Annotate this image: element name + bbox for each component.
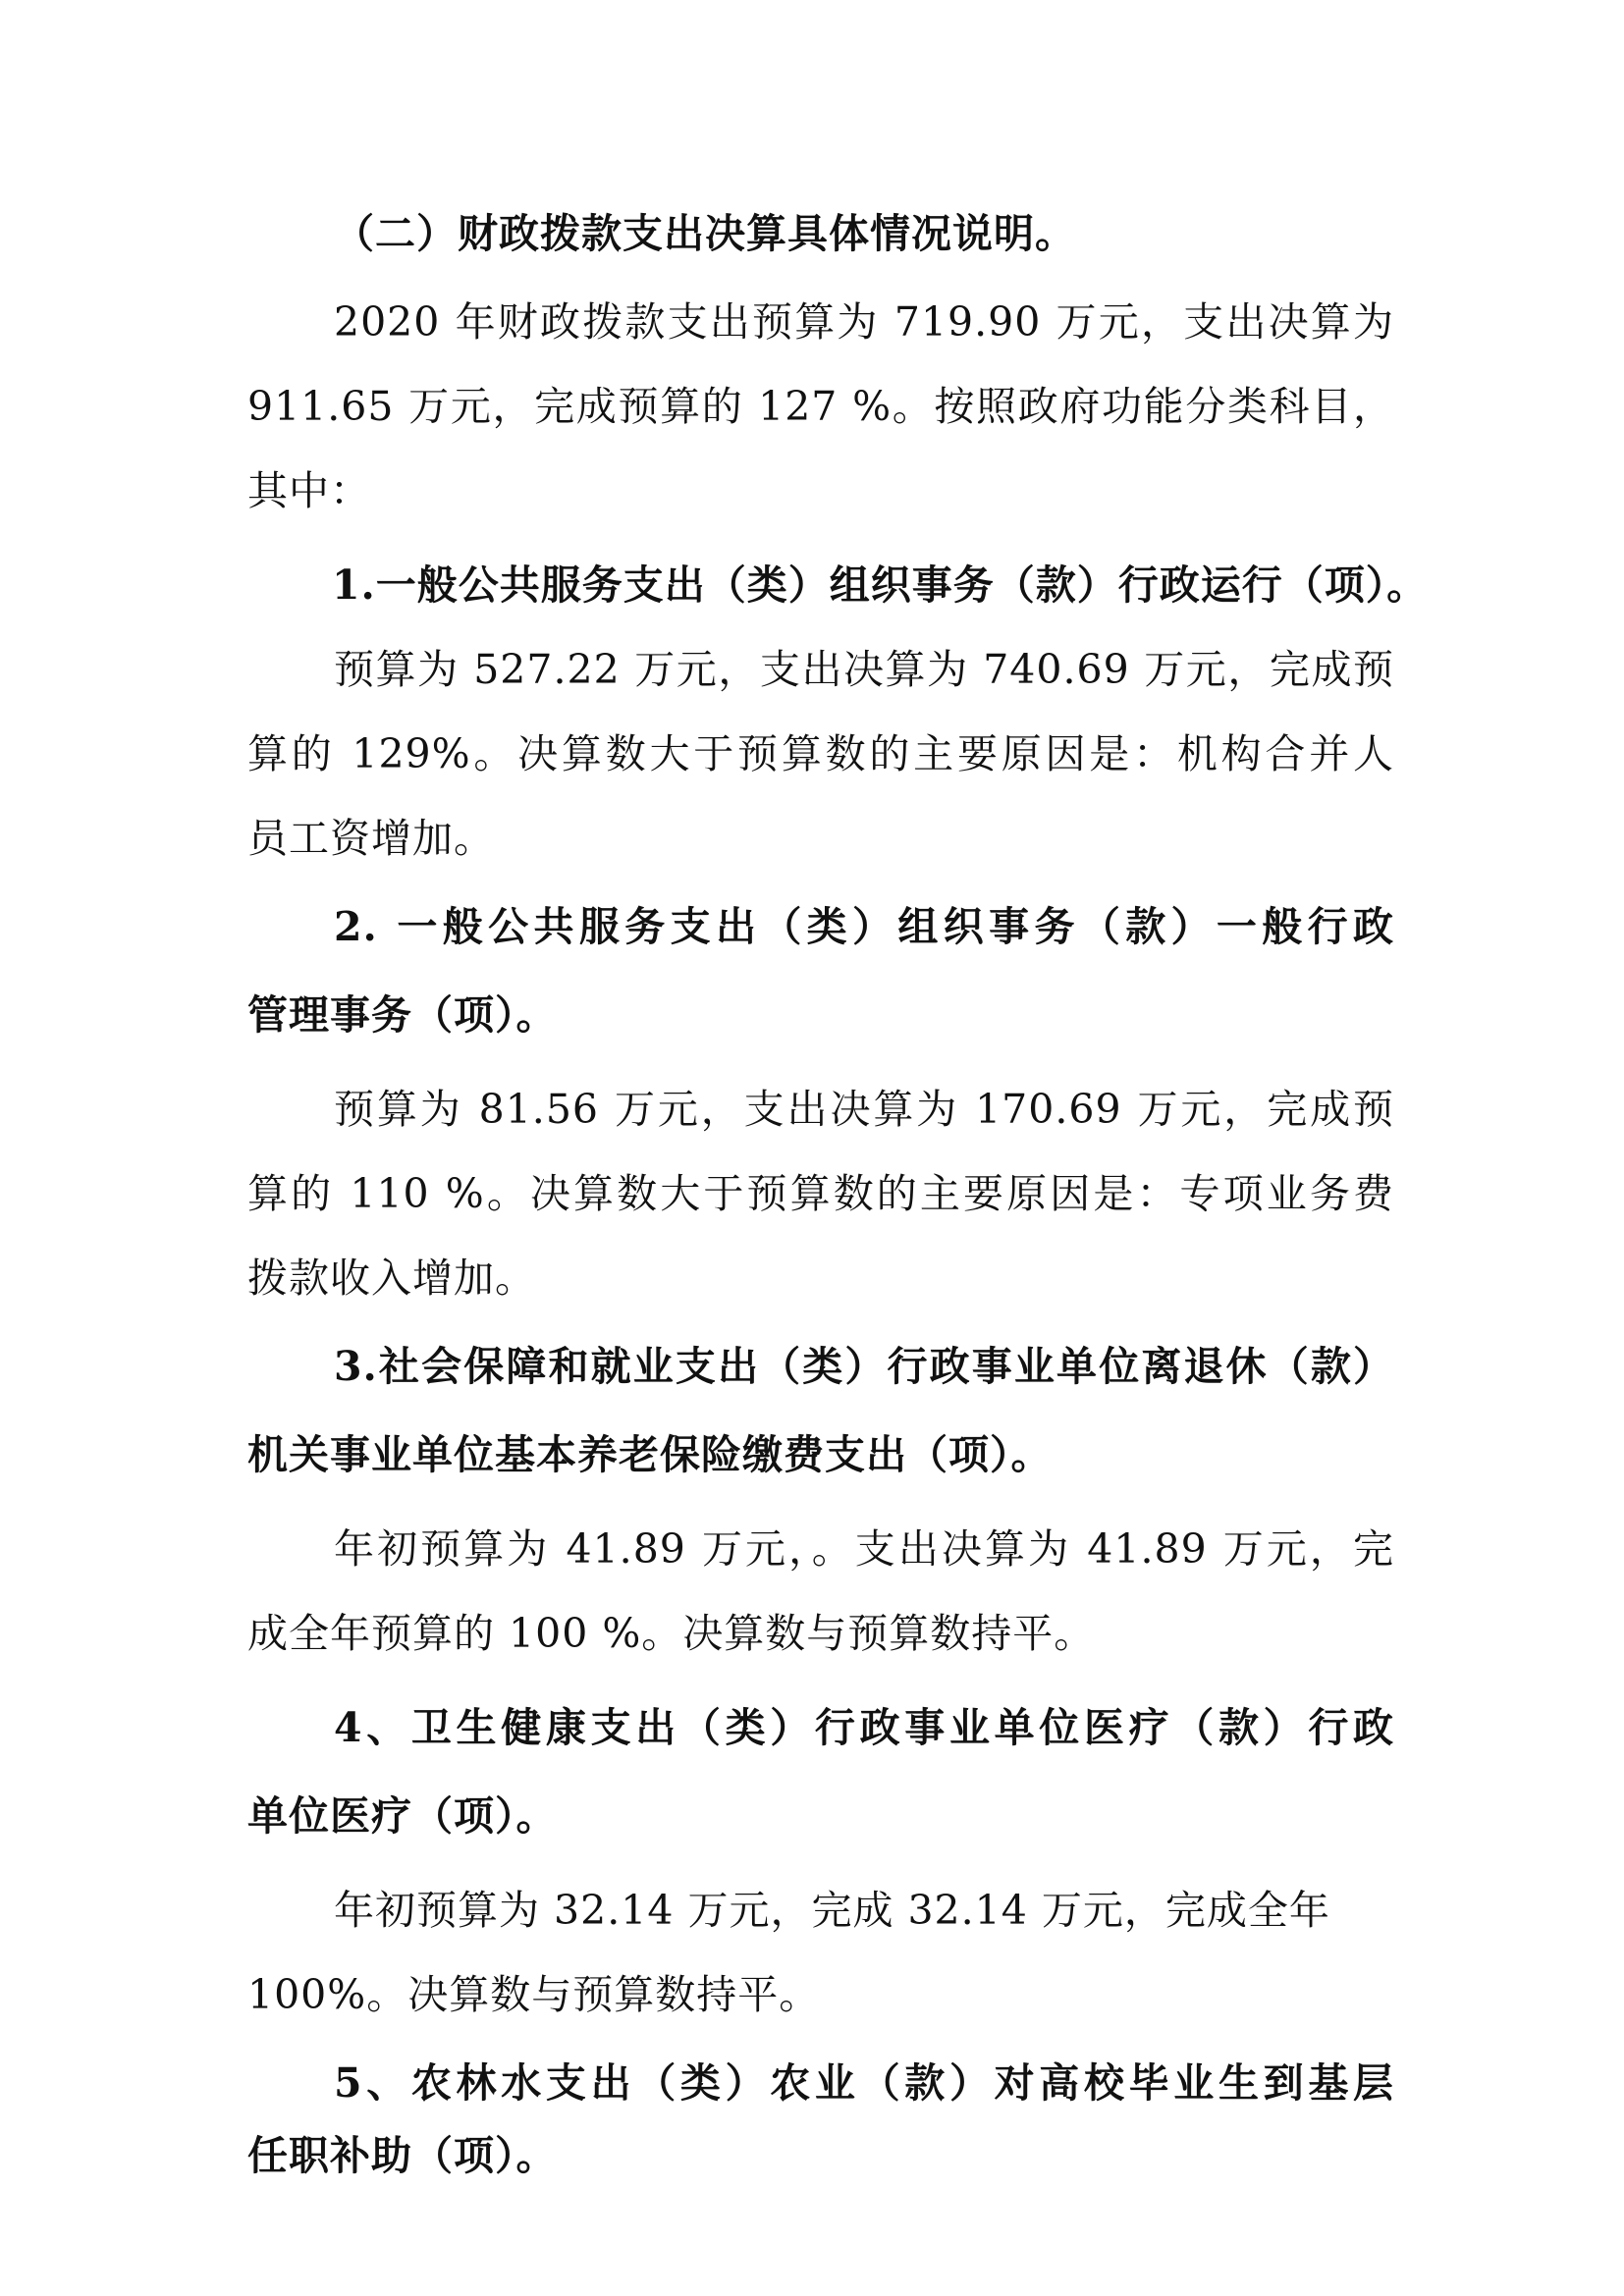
item-1	[247, 558, 1429, 866]
item-heading: 1.一般公共服务支出（类）组织事务（款）行政运行（项）。	[332, 561, 1429, 609]
item-heading: 机关事业单位基本养老保险缴费支出（项）。	[247, 1431, 1053, 1478]
item-body-line: 拨款收入增加。	[247, 1255, 536, 1302]
item-2	[247, 899, 1394, 1306]
item-heading: 5、农林水支出（类）农业（款）对高校毕业生到基层	[334, 2059, 1394, 2107]
document-body	[247, 206, 1429, 2183]
item-body-line: 预算为 81.56 万元，支出决算为 170.69 万元，完成预	[334, 1086, 1394, 1133]
intro-paragraph	[247, 294, 1394, 518]
item-heading: 3.社会保障和就业支出（类）行政事业单位离退休（款）	[334, 1343, 1394, 1390]
item-5	[247, 2056, 1394, 2183]
item-body-line: 算的 129%。决算数大于预算数的主要原因是：机构合并人	[247, 730, 1394, 777]
intro-line: 911.65 万元，完成预算的 127 %。按照政府功能分类科目，	[247, 383, 1394, 430]
intro-line: 2020 年财政拨款支出预算为 719.90 万元，支出决算为	[334, 298, 1394, 346]
item-3	[247, 1339, 1394, 1661]
section-title: （二）财政拨款支出决算具体情况说明。	[334, 210, 1076, 257]
item-heading: 4、卫生健康支出（类）行政事业单位医疗（款）行政	[334, 1704, 1394, 1751]
item-body-line: 预算为 527.22 万元，支出决算为 740.69 万元，完成预	[334, 646, 1394, 693]
item-body-line: 年初预算为 32.14 万元，完成 32.14 万元，完成全年	[334, 1887, 1330, 1934]
item-heading: 2. 一般公共服务支出（类）组织事务（款）一般行政	[334, 903, 1394, 950]
item-body-line: 成全年预算的 100 %。决算数与预算数持平。	[247, 1610, 1096, 1657]
item-heading: 单位医疗（项）。	[247, 1792, 558, 1840]
item-heading: 任职补助（项）。	[247, 2132, 558, 2179]
item-heading: 管理事务（项）。	[247, 991, 558, 1039]
item-body-line: 员工资增加。	[247, 815, 495, 862]
item-body-line: 100%。决算数与预算数持平。	[247, 1971, 821, 2018]
item-4	[247, 1700, 1394, 2022]
item-body-line: 年初预算为 41.89 万元，。支出决算为 41.89 万元，完	[334, 1525, 1394, 1573]
intro-line: 其中：	[247, 467, 371, 514]
item-body-line: 算的 110 %。决算数大于预算数的主要原因是：专项业务费	[247, 1170, 1394, 1217]
